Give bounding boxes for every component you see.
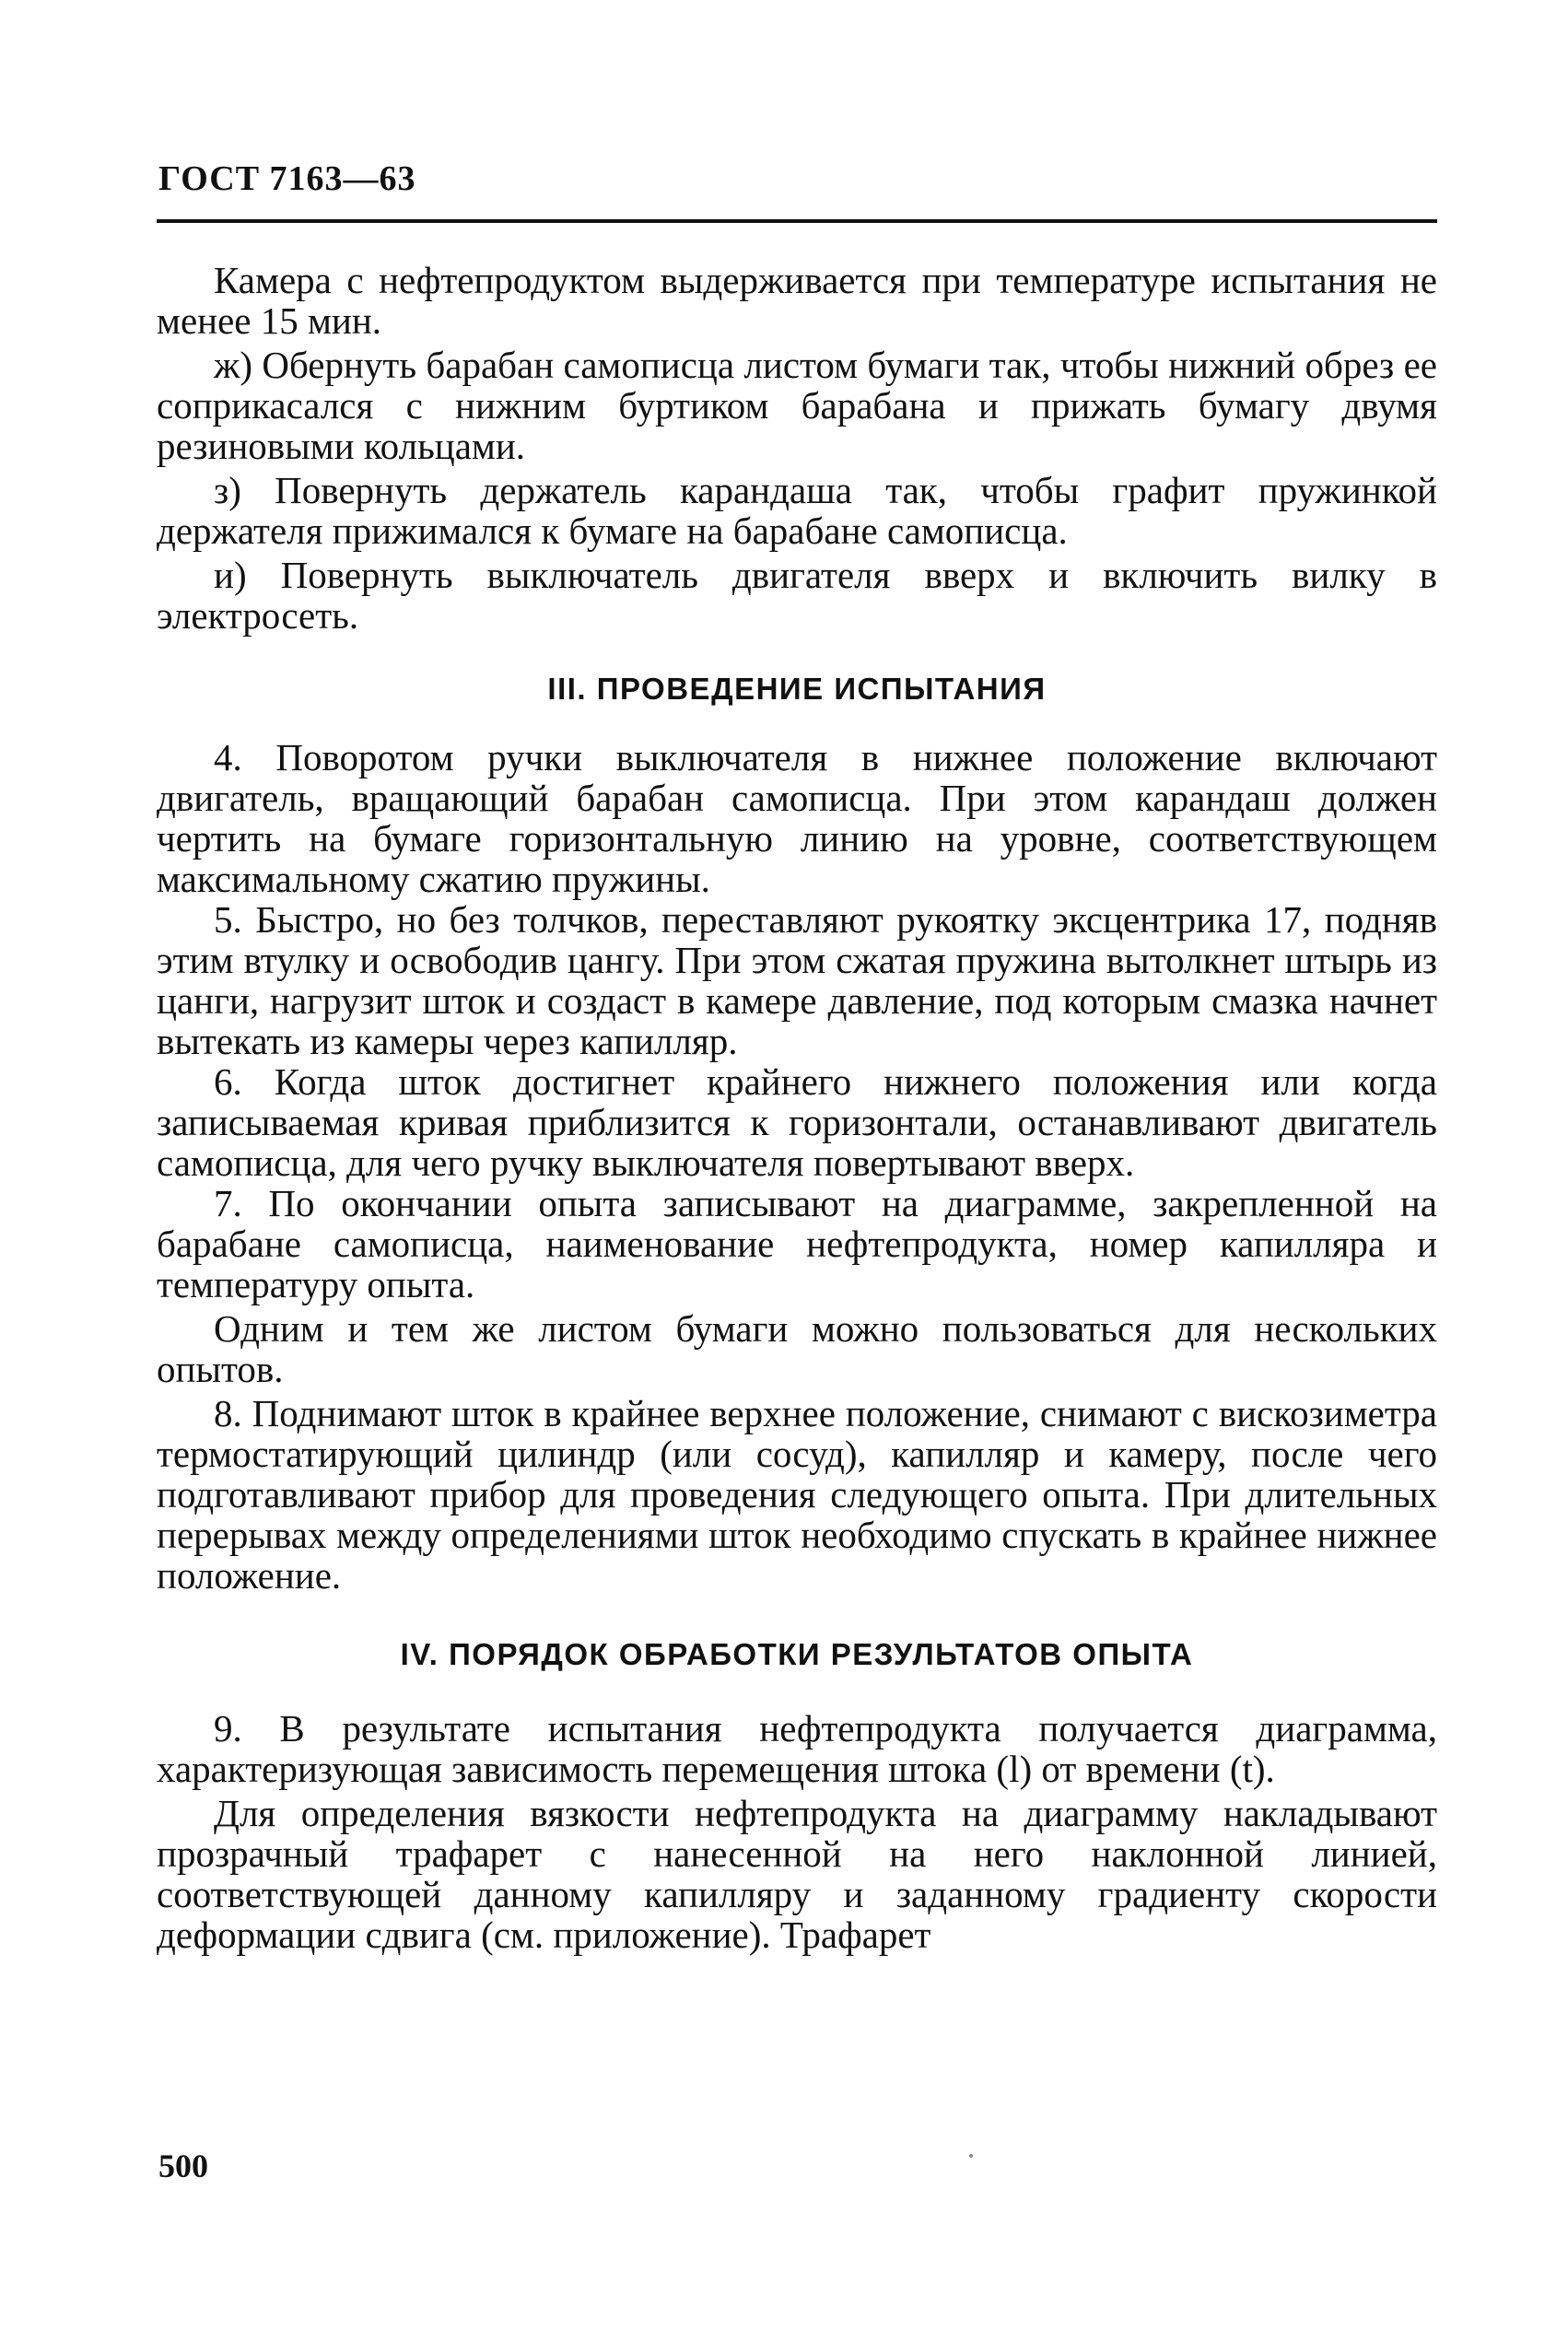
paragraph-9: 9. В результате испытания нефтепродукта получается диаграмма, характеризующая зависимость перемещения штока (l) от времени (t). [157,1707,1437,1790]
paragraph-item-i: и) Повернуть выключатель двигателя вверх и включить вилку в электросеть. [157,554,1437,637]
page-number: 500 [158,2148,208,2184]
paragraph-5: 5. Быстро, но без толчков, переставляют рукоятку эксцентрика 17, подняв этим втулку и освободив цангу. При этом сжатая пружина вытолкнет штырь из цанги, нагрузит шток и создаст в камере давление, под которым смазка начнет вытекать из камеры через капилляр. [157,898,1437,1062]
page-header-title: ГОСТ 7163—63 [158,159,416,198]
paragraph-4: 4. Поворотом ручки выключателя в нижнее положение включают двигатель, вращающий барабан самописца. При этом карандаш должен чертить на бумаге горизонтальную линию на уровне, соответствующем максимальному сжатию пружины. [157,736,1437,900]
paragraph-item-z: з) Повернуть держатель карандаша так, чтобы графит пружинкой держателя прижимался к бумаге на барабане самописца. [157,469,1437,552]
section-heading-4: IV. ПОРЯДОК ОБРАБОТКИ РЕЗУЛЬТАТОВ ОПЫТА [400,1637,1194,1671]
paragraph-chamber: Камера с нефтепродуктом выдерживается при температуре испытания не менее 15 мин. [157,259,1437,342]
section-heading-3: III. ПРОВЕДЕНИЕ ИСПЫТАНИЯ [547,672,1047,706]
print-speck [969,2154,973,2158]
paragraph-8: 8. Поднимают шток в крайнее верхнее положение, снимают с вискозиметра термостатирующий цилиндр (или сосуд), капилляр и камеру, после чего подготавливают прибор для проведения следующего опыта. При длительных перерывах между определениями шток необходимо спускать в крайнее нижнее положение. [157,1392,1437,1597]
paragraph-6: 6. Когда шток достигнет крайнего нижнего положения или когда записываемая кривая приблизится к горизонтали, останавливают двигатель самописца, для чего ручку выключателя повертывают вверх. [157,1060,1437,1184]
paragraph-item-zh: ж) Обернуть барабан самописца листом бумаги так, чтобы нижний обрез ее соприкасался с нижним буртиком барабана и прижать бумагу двумя резиновыми кольцами. [157,344,1437,467]
paragraph-7: 7. По окончании опыта записывают на диаграмме, закрепленной на барабане самописца, наименование нефтепродукта, номер капилляра и температуру опыта. [157,1182,1437,1305]
document-body [157,260,1437,1955]
header-rule [157,219,1437,223]
paragraph-7-note: Одним и тем же листом бумаги можно пользоваться для нескольких опытов. [157,1307,1437,1390]
paragraph-9-continuation: Для определения вязкости нефтепродукта на диаграмму накладывают прозрачный трафарет с нанесенной на него наклонной линией, соответствующей данному капилляру и заданному градиенту скорости деформации сдвига (см. приложение). Трафарет [157,1792,1437,1956]
